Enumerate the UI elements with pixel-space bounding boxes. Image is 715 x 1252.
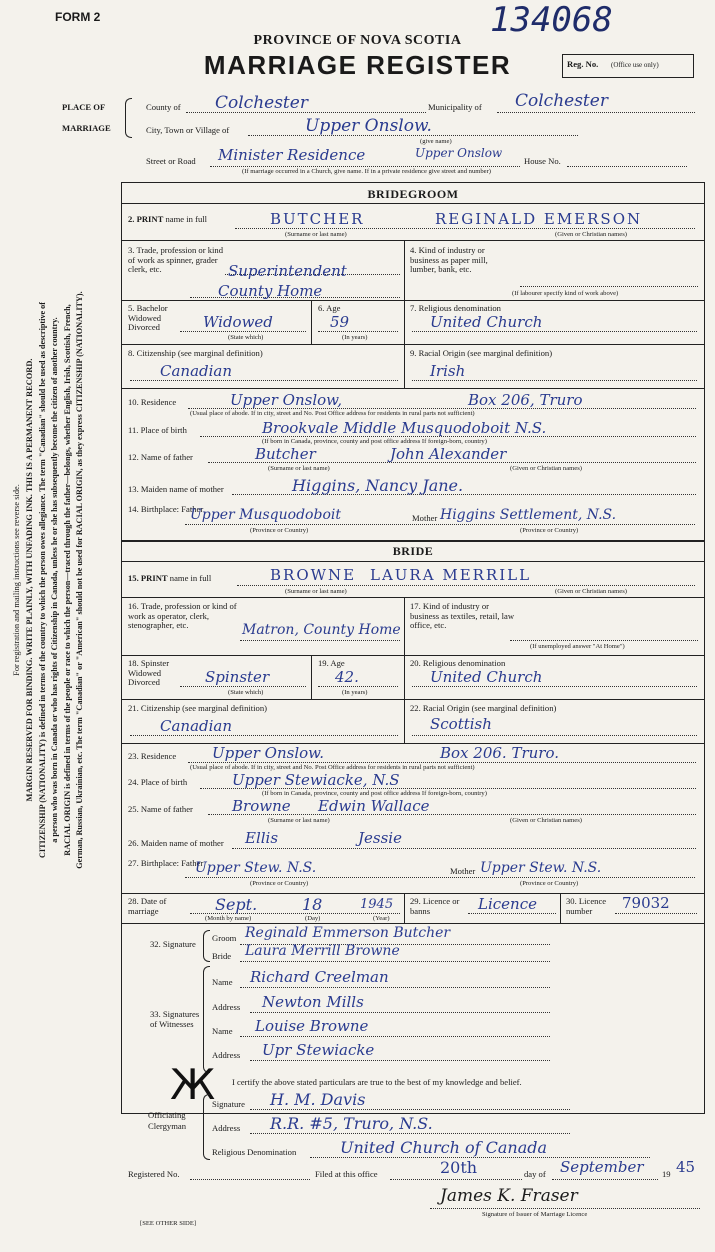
f25-caption-g: (Given or Christian names) (510, 817, 582, 824)
f14-mother-label: Mother (412, 513, 438, 523)
clergy-signature-label: Signature (212, 1099, 245, 1109)
f21-label: 21. Citizenship (see marginal definition) (128, 703, 267, 713)
bride-father-birthplace: Upper Stew. N.S. (195, 860, 317, 876)
groom-mother-birthplace: Higgins Settlement, N.S. (440, 507, 617, 523)
f24-label: 24. Place of birth (128, 777, 188, 787)
clergy-label-2: Clergyman (148, 1121, 187, 1131)
county-value: Colchester (215, 93, 308, 113)
f25-label: 25. Name of father (128, 804, 193, 814)
f9-label: 9. Racial Origin (see marginal definition) (410, 348, 553, 358)
marriage-day: 18 (302, 895, 323, 914)
reg-no-note: (Office use only) (611, 61, 659, 69)
f6-label: 6. Age (318, 303, 341, 313)
clergy-signature: H. M. Davis (270, 1090, 366, 1109)
bride-citizenship: Canadian (160, 717, 233, 735)
side-line-6: German, Russian, Ukrainian, etc. The term "Canadian" or "American" should not be used for RACIAL ORIGIN, as they express CITIZENSHIP (NATIONALITY). (74, 291, 84, 869)
house-label: House No. (524, 156, 561, 166)
f27-caption-father: (Province or Country) (250, 880, 309, 887)
groom-father-birthplace: Upper Musquodoboit (190, 507, 341, 523)
f8-label: 8. Citizenship (see marginal definition) (128, 348, 263, 358)
bride-mother-surname: Ellis (245, 829, 279, 847)
f17-caption: (If unemployed answer "At Home") (530, 643, 625, 650)
side-line-2: MARGIN RESERVED FOR BINDING. WRITE PLAINLY, WITH UNFADING INK. THIS IS A PERMANENT RECORD. (24, 358, 34, 802)
bride-given-caption: (Given or Christian names) (555, 588, 627, 595)
f29-label: 29. Licence or banns (410, 896, 460, 916)
month-caption: (Month by name) (205, 915, 252, 922)
register-number: 134068 (490, 0, 613, 40)
f5-caption: (State which) (228, 334, 264, 341)
f14-label: 14. Birthplace: Father (128, 504, 204, 514)
see-other-side: [SEE OTHER SIDE] (140, 1220, 197, 1227)
place-label-1: PLACE OF (62, 102, 106, 112)
municipality-label: Municipality of (428, 102, 482, 112)
filed-day: 20th (440, 1158, 478, 1177)
witness2-address: Upr Stewiacke (262, 1041, 375, 1059)
clergy-address: R.R. #5, Truro, N.S. (270, 1114, 433, 1133)
f15-label: 15. PRINT name in full (128, 573, 212, 583)
witness1-name: Richard Creelman (250, 968, 389, 986)
f19-caption: (In years) (342, 689, 368, 696)
marriage-month: Sept. (215, 895, 258, 914)
f16-label: 16. Trade, profession or kind of work as operator, clerk, stenographer, etc. (128, 601, 237, 631)
bride-racial-origin: Scottish (430, 715, 492, 733)
cross-mark: Ж (170, 1060, 216, 1109)
f7-label: 7. Religious denomination (410, 303, 501, 313)
bride-religion: United Church (430, 668, 543, 686)
form-label: FORM 2 (55, 10, 101, 24)
side-instructions (12, 20, 102, 1140)
page-title: MARRIAGE REGISTER (203, 50, 512, 80)
f10-caption: (Usual place of abode. If in city, street and No. Post Office address for residents in rural parts not sufficient) (190, 410, 475, 417)
filed-month: September (560, 1158, 644, 1176)
side-line-3: CITIZENSHIP (NATIONALITY) is defined in terms of the country to which the person owes allegiance. The term "Canadian" should be used as descriptive of (38, 302, 48, 859)
filed-label: Filed at this office (315, 1169, 378, 1179)
f28-label: 28. Date of marriage (128, 896, 167, 916)
county-label: County of (146, 102, 181, 112)
clergy-label-1: Officiating (148, 1110, 186, 1120)
f12-label: 12. Name of father (128, 452, 193, 462)
year-prefix: 19 (662, 1169, 671, 1179)
f5-label: 5. Bachelor Widowed Divorced (128, 303, 168, 333)
f30-label: 30. Licence number (566, 896, 607, 916)
groom-mother-maiden: Higgins, Nancy Jane. (292, 476, 464, 495)
province-title: PROVINCE OF NOVA SCOTIA (253, 33, 462, 48)
groom-father-surname: Butcher (255, 445, 316, 463)
f3-label: 3. Trade, profession or kind of work as spinner, grader clerk, etc. (128, 245, 224, 275)
groom-trade-2: County Home (218, 282, 323, 300)
w2-address-label: Address (212, 1050, 241, 1060)
sig-bracket (203, 930, 210, 962)
street-label: Street or Road (146, 156, 196, 166)
place-bracket (125, 98, 132, 138)
groom-residence: Upper Onslow, (230, 391, 342, 409)
f25-caption-s: (Surname or last name) (268, 817, 330, 824)
groom-surname-caption: (Surname or last name) (285, 231, 347, 238)
f22-label: 22. Racial Origin (see marginal definition) (410, 703, 557, 713)
f11-label: 11. Place of birth (128, 425, 187, 435)
w2-name-label: Name (212, 1026, 233, 1036)
bride-mother-given: Jessie (358, 829, 402, 847)
city-caption: (give name) (420, 138, 452, 145)
licence-or-banns: Licence (478, 895, 537, 913)
bride-trade: Matron, County Home (242, 622, 401, 638)
clergy-bracket (203, 1094, 210, 1160)
groom-citizenship: Canadian (160, 362, 233, 380)
groom-po-box: Box 206, Truro (468, 391, 583, 409)
city-value: Upper Onslow. (305, 116, 432, 136)
w1-address-label: Address (212, 1002, 241, 1012)
f14-caption-mother: (Province or Country) (520, 527, 579, 534)
marriage-year: 1945 (360, 897, 394, 912)
side-line-4: a person who was born in Canada or who has rights of Citizenship in Canada, unless he or she has subsequently become the citizen of another country. (49, 317, 59, 843)
clergy-denomination: United Church of Canada (340, 1138, 548, 1157)
groom-religion: United Church (430, 313, 543, 331)
bride-father-surname: Browne (232, 797, 291, 815)
witness2-name: Louise Browne (255, 1017, 369, 1035)
filed-year: 45 (676, 1158, 696, 1176)
f24-caption: (If born in Canada, province, county and post office address If foreign-born, country) (262, 790, 487, 797)
bride-father-given: Edwin Wallace (318, 797, 430, 815)
bride-surname-caption: (Surname or last name) (285, 588, 347, 595)
f27-mother-label: Mother (450, 866, 476, 876)
groom-given-caption: (Given or Christian names) (555, 231, 627, 238)
f27-label: 27. Birthplace: Father (128, 858, 204, 868)
f33-label: 33. Signatures of Witnesses (150, 1009, 200, 1029)
f14-caption-father: (Province or Country) (250, 527, 309, 534)
day-of-label: day of (524, 1169, 546, 1179)
registered-label: Registered No. (128, 1169, 180, 1179)
groom-label: Groom (212, 933, 237, 943)
f20-label: 20. Religious denomination (410, 658, 506, 668)
f26-label: 26. Maiden name of mother (128, 838, 224, 848)
denomination-label: Religious Denomination (212, 1147, 297, 1157)
f13-label: 13. Maiden name of mother (128, 484, 224, 494)
bride-surname: BROWNE (270, 566, 357, 584)
groom-father-given: John Alexander (390, 445, 507, 463)
place-label-2: MARRIAGE (62, 123, 111, 133)
bride-birthplace: Upper Stewiacke, N.S (232, 771, 400, 789)
street-extra: Upper Onslow (415, 146, 503, 160)
f32-label: 32. Signature (150, 939, 196, 949)
f12-caption-s: (Surname or last name) (268, 465, 330, 472)
street-value: Minister Residence (218, 146, 366, 164)
f10-label: 10. Residence (128, 397, 177, 407)
f2-label: 2. PRINT name in full (128, 214, 208, 224)
groom-birthplace: Brookvale Middle Musquodoboit N.S. (262, 419, 547, 437)
bride-residence: Upper Onslow. (212, 744, 324, 762)
groom-surname: BUTCHER (270, 210, 365, 228)
groom-trade-1: Superintendent (228, 262, 347, 280)
groom-marital: Widowed (203, 313, 273, 331)
bride-label: Bride (212, 951, 232, 961)
bride-age: 42. (335, 668, 359, 686)
bride-marital: Spinster (205, 668, 270, 686)
w1-name-label: Name (212, 977, 233, 987)
witness-bracket (203, 966, 210, 1073)
f19-label: 19. Age (318, 658, 345, 668)
reg-no-label: Reg. No. (567, 59, 599, 69)
year-caption: (Year) (373, 915, 390, 922)
f17-label: 17. Kind of industry or business as textiles, retail, law office, etc. (410, 601, 515, 631)
street-caption: (If marriage occurred in a Church, give name. If in a private residence give street and number) (242, 168, 491, 175)
groom-signature: Reginald Emmerson Butcher (245, 925, 451, 941)
groom-age: 59 (330, 313, 350, 331)
issuer-signature: James K. Fraser (440, 1186, 578, 1206)
licence-number: 79032 (622, 894, 670, 912)
side-line-5: RACIAL ORIGIN is defined in terms of the people or race to which the person—traced through the father—belongs, whether English, Irish, Scottish, French, (63, 304, 73, 856)
day-caption: (Day) (305, 915, 321, 922)
f23-label: 23. Residence (128, 751, 177, 761)
f4-caption: (If labourer specify kind of work above) (512, 290, 619, 297)
bride-header: BRIDE (392, 544, 434, 558)
f18-caption: (State which) (228, 689, 264, 696)
groom-racial-origin: Irish (430, 362, 466, 380)
f18-label: 18. Spinster Widowed Divorced (128, 658, 170, 688)
bride-po-box: Box 206. Truro. (440, 744, 559, 762)
f11-caption: (If born in Canada, province, county and post office address If foreign-born, country) (262, 438, 487, 445)
reg-no-box (562, 54, 694, 78)
clergy-address-label: Address (212, 1123, 241, 1133)
bride-mother-birthplace: Upper Stew. N.S. (480, 860, 602, 876)
certify-text: I certify the above stated particulars are true to the best of my knowledge and belief. (232, 1077, 522, 1087)
f4-label: 4. Kind of industry or business as paper mill, lumber, bank, etc. (410, 245, 488, 275)
groom-given: REGINALD EMERSON (435, 210, 643, 228)
side-line-1: For registration and mailing instructions see reverse side. (12, 484, 21, 676)
f23-caption: (Usual place of abode. If in city, street and No. Post Office address for residents in rural parts not sufficient) (190, 764, 475, 771)
issuer-caption: Signature of Issuer of Marriage Licence (482, 1211, 588, 1218)
city-label: City, Town or Village of (146, 125, 230, 135)
bride-signature: Laura Merrill Browne (245, 943, 400, 959)
witness1-address: Newton Mills (262, 993, 364, 1011)
bride-given: LAURA MERRILL (370, 566, 532, 584)
f6-caption: (In years) (342, 334, 368, 341)
municipality-value: Colchester (515, 91, 608, 111)
f27-caption-mother: (Province or Country) (520, 880, 579, 887)
f12-caption-g: (Given or Christian names) (510, 465, 582, 472)
bridegroom-header: BRIDEGROOM (367, 187, 459, 201)
